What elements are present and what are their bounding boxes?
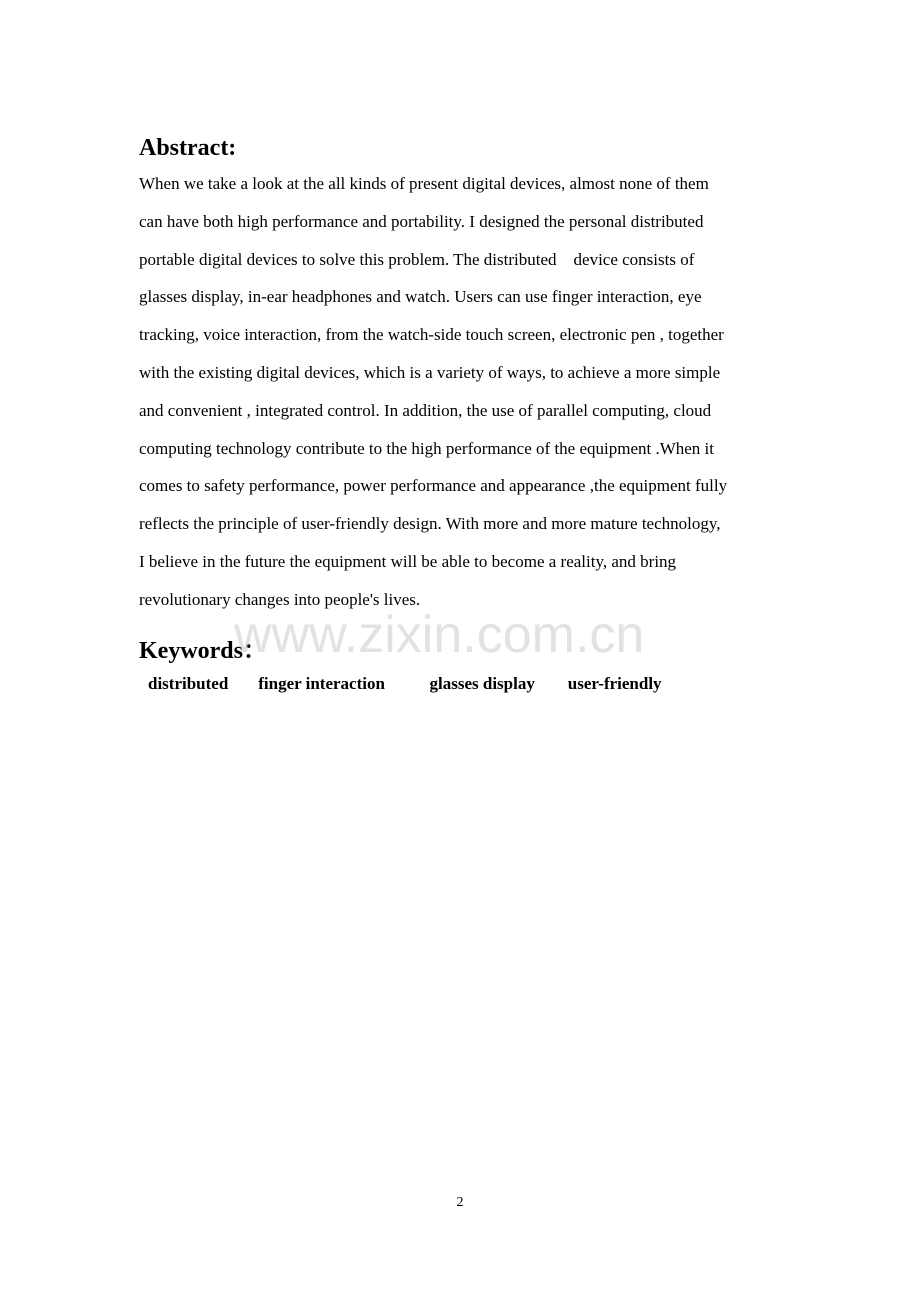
abstract-heading: Abstract: [139, 135, 237, 161]
abstract-line: glasses display, in-ear headphones and watch. Users can use finger interaction, eye [139, 287, 702, 307]
abstract-line: computing technology contribute to the high performance of the equipment .When it [139, 438, 715, 458]
abstract-line: can have both high performance and portability. I designed the personal distributed [139, 211, 704, 231]
keyword-item: finger interaction [258, 674, 385, 693]
abstract-line: with the existing digital devices, which is a variety of ways, to achieve a more simple [139, 362, 721, 382]
abstract-line: and convenient , integrated control. In addition, the use of parallel computing, cloud [139, 400, 712, 420]
abstract-line: portable digital devices to solve this problem. The distributed device consists of [139, 249, 695, 269]
keywords-list [148, 672, 662, 696]
abstract-line: comes to safety performance, power performance and appearance ,the equipment fully [139, 476, 728, 496]
abstract-line: revolutionary changes into people's lives. [139, 589, 421, 609]
abstract-line: I believe in the future the equipment will be able to become a reality, and bring [139, 551, 677, 571]
keyword-item: user-friendly [567, 674, 662, 693]
watermark: www.zixin.com.cn [234, 606, 645, 664]
abstract-body [139, 165, 799, 619]
keywords-heading: Keywords： [139, 638, 267, 664]
page-number: 2 [456, 1195, 464, 1210]
abstract-line: reflects the principle of user-friendly design. With more and more mature technology, [139, 514, 721, 534]
keyword-item: distributed [148, 674, 229, 693]
keyword-item: glasses display [429, 674, 535, 693]
abstract-line: When we take a look at the all kinds of present digital devices, almost none of them [139, 174, 709, 193]
abstract-line: tracking, voice interaction, from the watch-side touch screen, electronic pen , together [139, 325, 724, 345]
